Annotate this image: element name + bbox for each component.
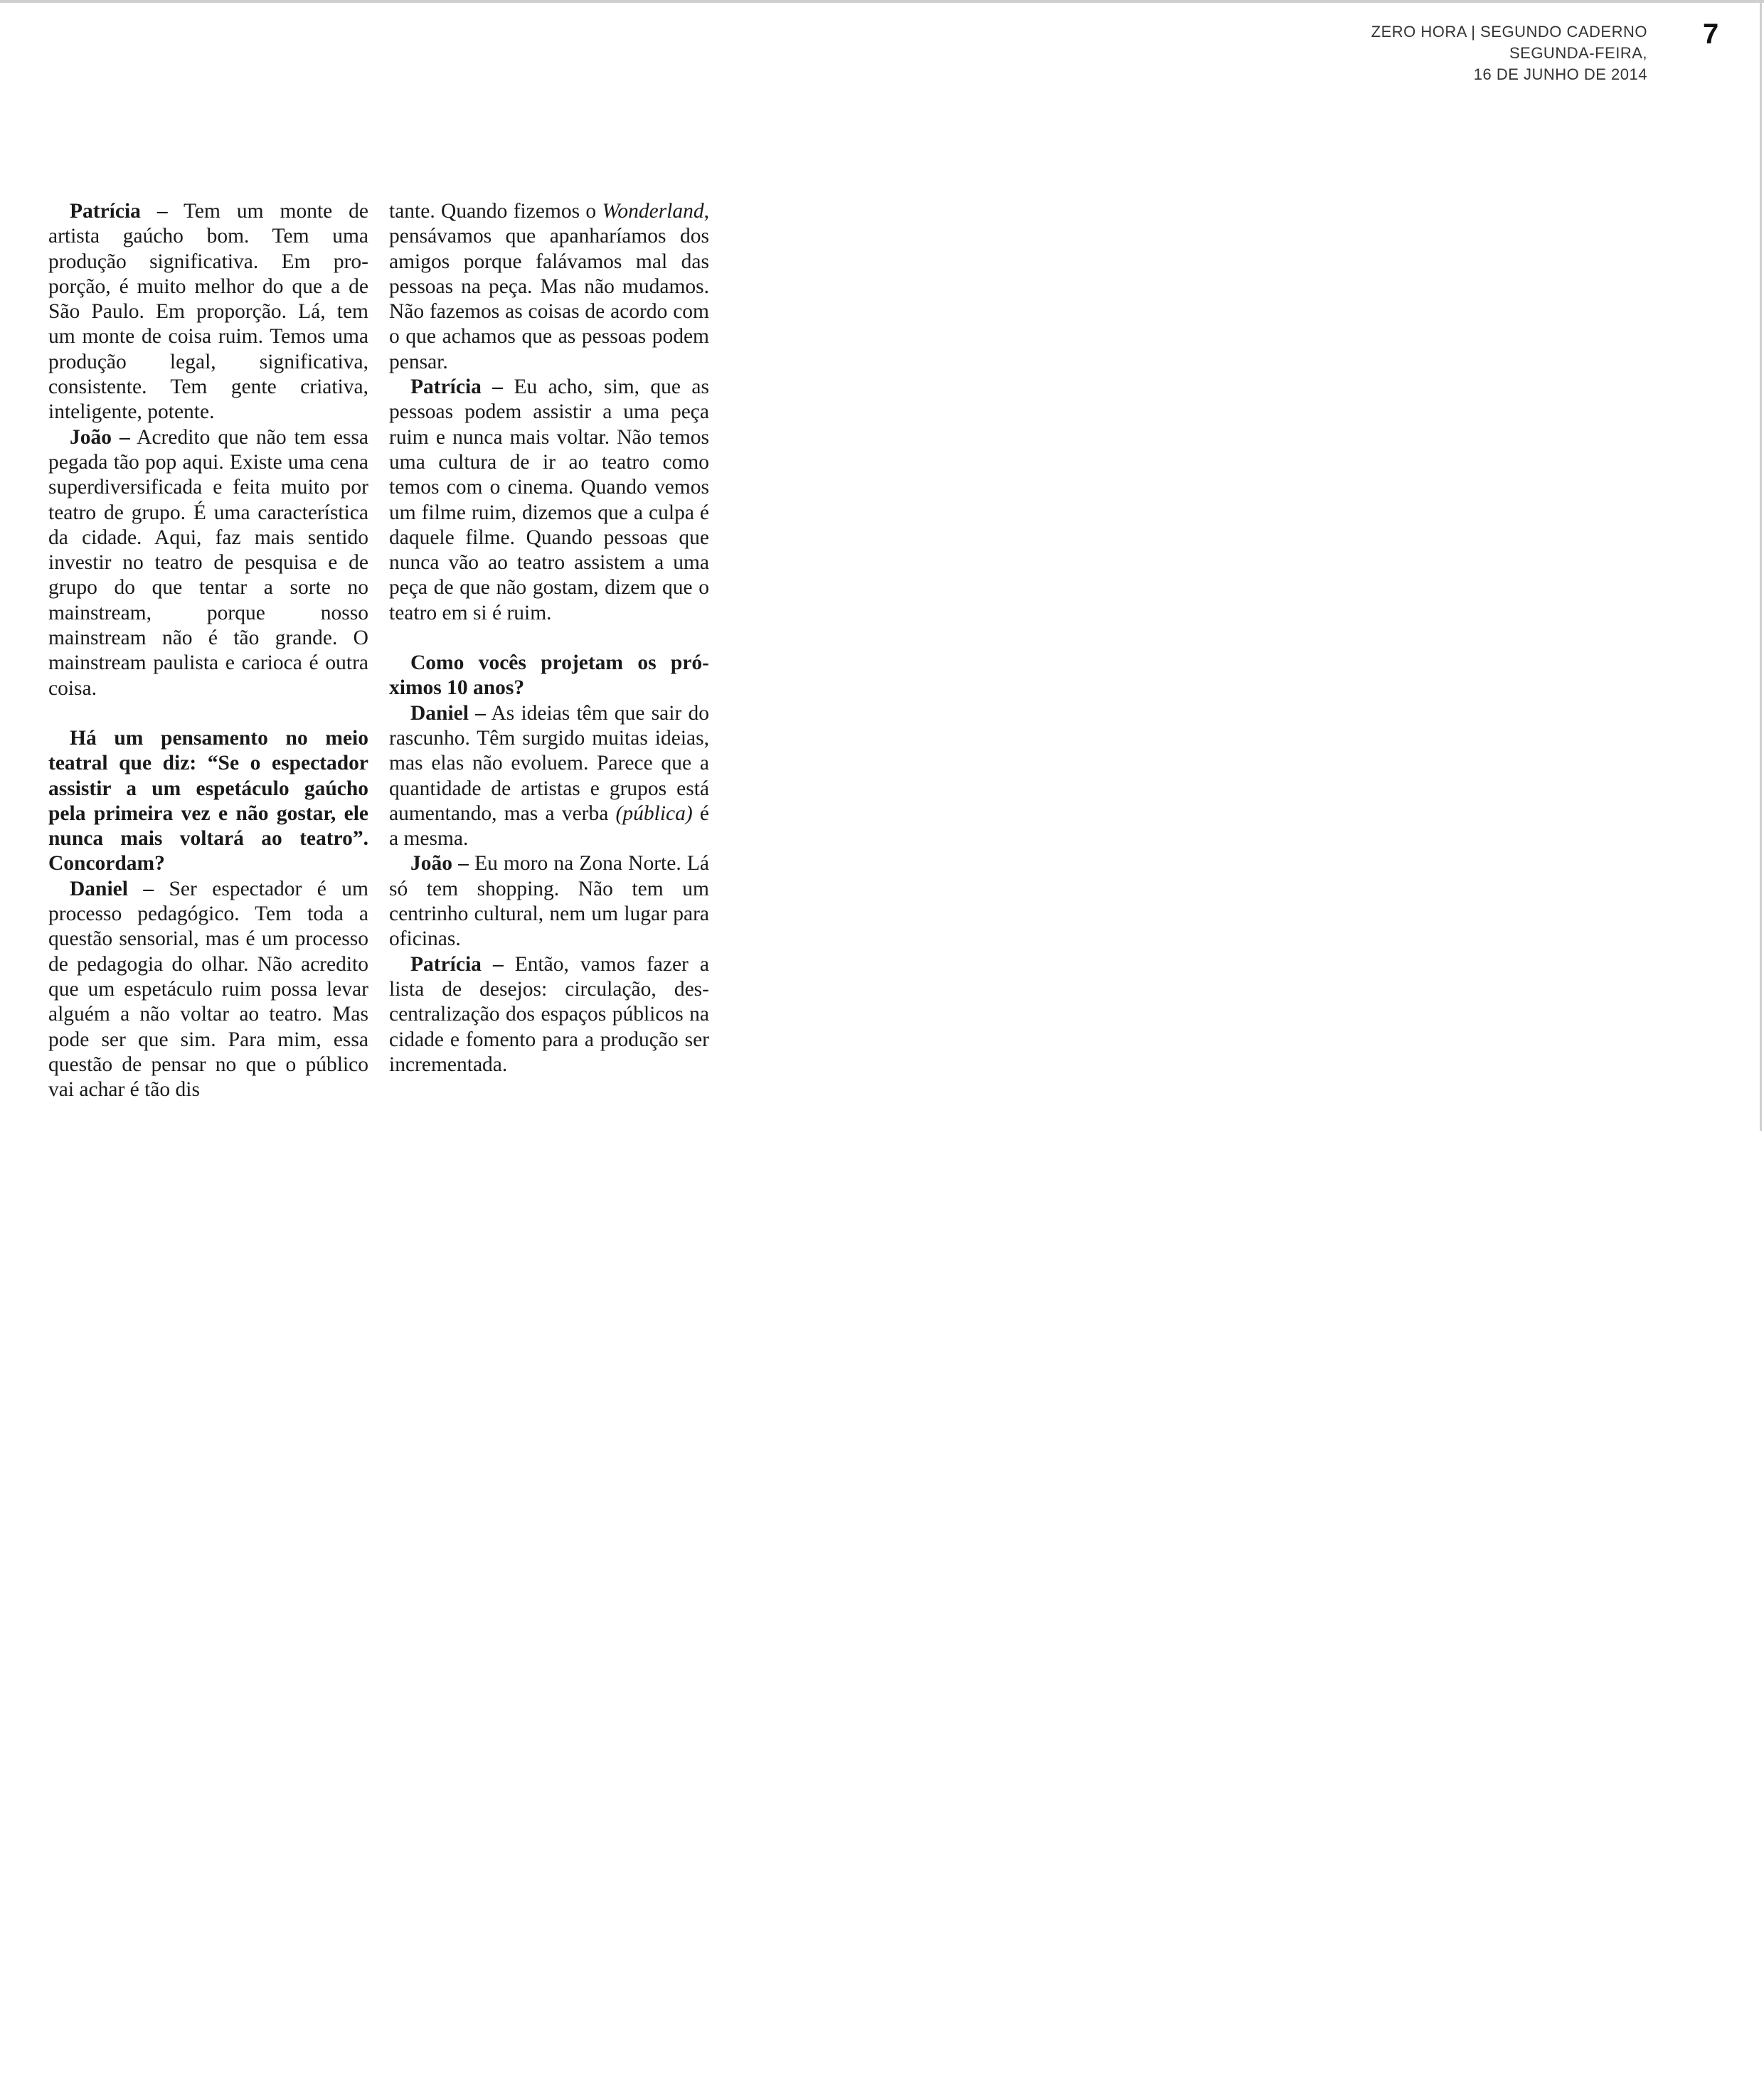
header-date: 16 DE JUNHO DE 2014 (1473, 65, 1647, 83)
interview-question: Como vocês projetam os próximos 10 anos? (389, 651, 709, 700)
answer-text: Acredito que não tem essa pegada tão pop aqui. Existe uma cena superdiversificada e feita muito por teatro de grupo. É uma característica da cidade. Aqui, faz mais sentido investir no teatro de pesquisa e de grupo do que tentar a sorte no mainstream, porque nosso mainstream não é tão grande. O mainstream paulista e carioca é outra coisa. (48, 425, 368, 700)
speaker-name: João – (410, 852, 469, 875)
answer-text: é a mesma. (389, 802, 709, 851)
speaker-name: Daniel – (410, 701, 486, 725)
top-border-rule (0, 0, 1764, 3)
answer-text: , pensávamos que apanharíamos dos amigos porque falávamos mal das pessoas na peça. Mas não mudamos. Não fazemos as coisas de acordo com o que achamos que as pessoas podem pensar. (389, 200, 709, 373)
play-title: Wonderland (602, 200, 704, 223)
answer-paragraph (48, 199, 368, 425)
answer-text: As ideias têm que sair do rascunho. Têm surgido muitas ideias, mas elas não evoluem. Parece que a quantidade de artistas e grupos está aumentando, mas a verba (389, 701, 710, 825)
answer-paragraph (389, 375, 709, 626)
header-weekday: SEGUNDA-FEIRA, (1509, 44, 1647, 62)
interview-question: Há um pensamento no meio teatral que diz: “Se o espectador assistir a um espetáculo gaúcho pela primeira vez e não gostar, ele nunca mais voltará ao teatro”. Concordam? (48, 726, 368, 875)
speaker-name: João – (70, 425, 130, 449)
answer-paragraph (389, 701, 709, 852)
speaker-name: Patrícia – (70, 200, 168, 223)
answer-text: Então, vamos fazer a lista de desejos: circulação, descentralização dos espaços públicos na cidade e fomento para a produção ser incrementada. (389, 952, 709, 1076)
answer-text: Eu acho, sim, que as pessoas podem assistir a uma peça ruim e nunca mais voltar. Não temos uma cultura de ir ao teatro como temos com o cinema. Quando vemos um filme ruim, dizemos que a culpa é daquele filme. Quando pessoas que nunca vão ao teatro assistem a uma peça de que não gostam, dizem que o teatro em si é ruim. (389, 376, 709, 624)
answer-text: Ser espectador é um processo pedagógico. Tem toda a questão sensorial, mas é um processo de pedagogia do olhar. Não acredito que um espetáculo ruim possa levar alguém a não voltar ao teatro. Mas pode ser que sim. Para mim, essa questão de pensar no que o público vai achar é tão dis (48, 877, 368, 1102)
answer-paragraph-continued (389, 199, 709, 375)
answer-text: Tem um monte de artista gaúcho bom. Tem uma produção significativa. Em proporção, é muito melhor do que a de São Paulo. Em proporção. Lá, tem um monte de coisa ruim. Temos uma produção legal, significativa, consistente. Tem gente criativa, inteligente, potente. (48, 200, 368, 424)
article-column-right (389, 199, 709, 1077)
answer-paragraph (48, 425, 368, 701)
answer-paragraph (389, 952, 709, 1077)
answer-text: tante. Quando fizemos o (389, 200, 602, 223)
answer-paragraph (389, 851, 709, 952)
answer-text: Eu moro na Zona Norte. Lá só tem shopping. Não tem um centrinho cultural, nem um lugar para oficinas. (389, 852, 709, 951)
speaker-name: Patrícia – (410, 952, 504, 976)
speaker-name: Daniel – (70, 877, 154, 900)
page-number: 7 (1703, 18, 1719, 50)
article-column-left (48, 199, 368, 1102)
answer-paragraph (48, 877, 368, 1103)
publication-name: ZERO HORA | SEGUNDO CADERNO (1371, 23, 1647, 41)
right-border-rule (1760, 0, 1762, 1131)
page-header (1371, 21, 1647, 85)
italic-note: (pública) (615, 802, 693, 825)
speaker-name: Patrícia – (410, 376, 504, 399)
